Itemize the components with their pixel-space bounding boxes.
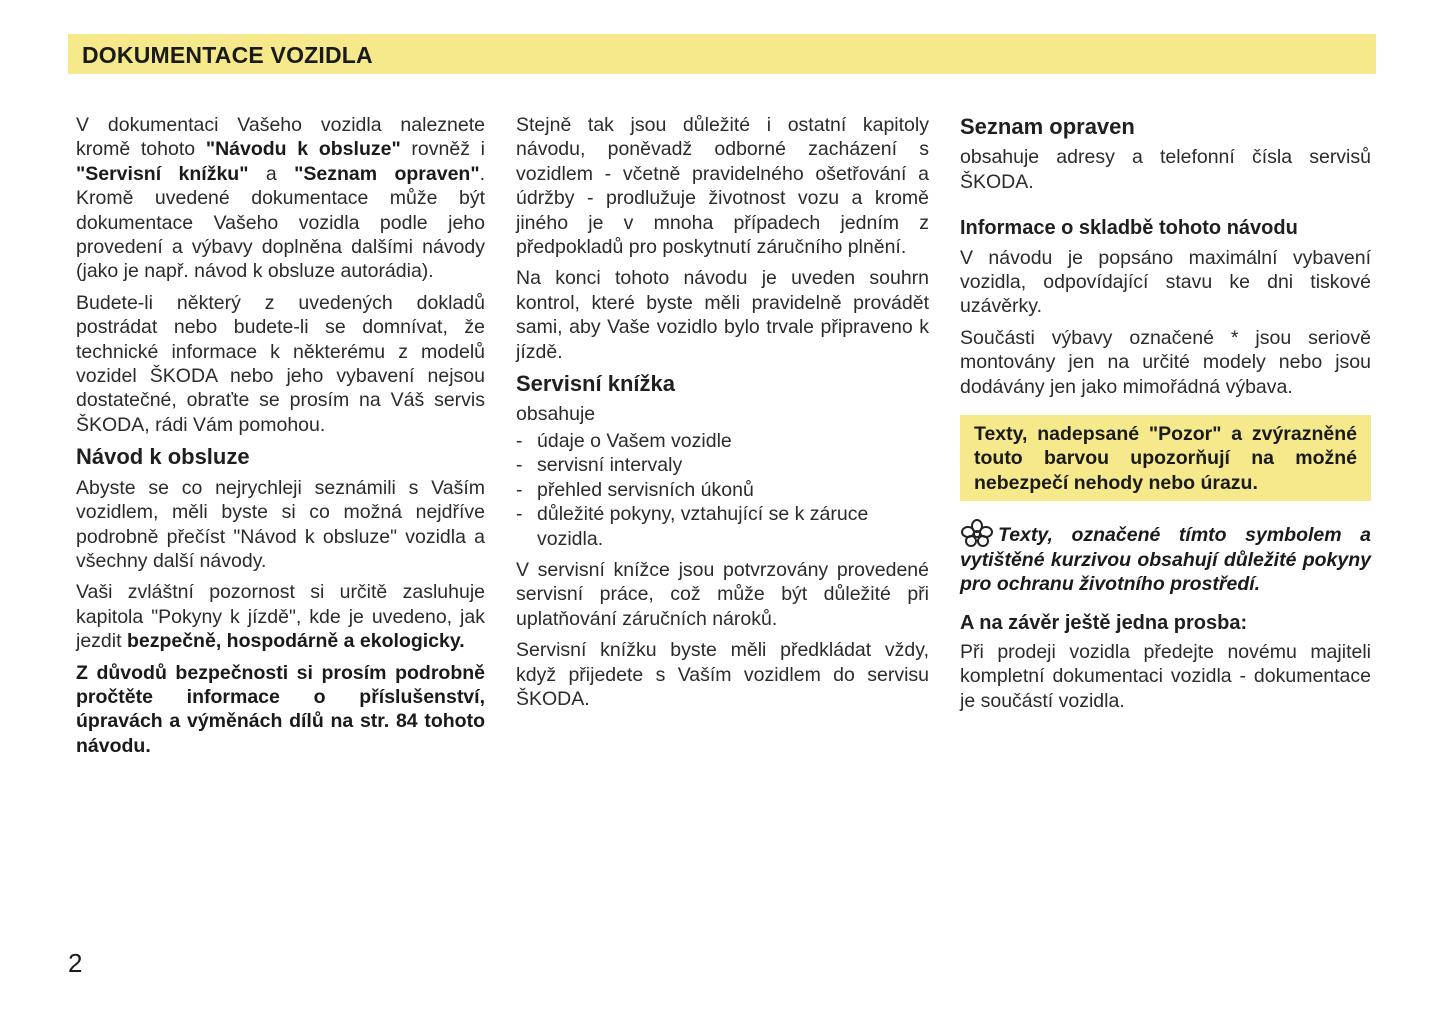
- driving-bold: bezpečně, hospodárně a ekologicky.: [126, 630, 465, 653]
- navod-paragraph: Abyste se co nejrychleji seznámili s Vaším vozidlem, měli byste si co možná nejdříve podrobně přečíst "Návod k obsluze" vozidla a všechny další návody.: [76, 476, 485, 572]
- zaver-paragraph: Při prodeji vozidla předejte novému majiteli kompletní dokumentaci vozidla - dokumentace je součástí vozidla.: [960, 640, 1371, 712]
- column-3: [960, 113, 1371, 720]
- page-number: 2: [68, 948, 83, 978]
- list-item: - důležité pokyny, vztahující se k záruce vozidla.: [516, 502, 929, 551]
- equipment-paragraph: Součásti výbavy označené * jsou seriově montovány jen na určité modely nebo jsou dodávány jen jako mimořádná výbava.: [960, 326, 1371, 398]
- eco-text: Texty, označené tímto symbolem a vytištěné kurzivou obsahují důležité pokyny pro ochranu životního prostředí.: [960, 524, 1371, 596]
- servis-paragraph-1: V servisní knížce jsou potvrzovány provedené servisní práce, což může být důležité při uplatňování záručních nároků.: [516, 558, 929, 630]
- driving-text: Vaši zvláštní pozornost si určitě zasluhuje kapitola "Pokyny k jízdě", kde je uvedeno, jak jezdit: [76, 581, 485, 653]
- intro-seznam-ref: "Seznam opraven": [294, 162, 480, 185]
- heading-servis: Servisní knížka: [516, 371, 675, 397]
- heading-info: Informace o skladbě tohoto návodu: [960, 217, 1298, 240]
- servis-paragraph-2: Servisní knížku byste měli předkládat vždy, když přijedete s Vaším vozidlem do servisu ŠKODA.: [516, 639, 929, 710]
- intro-text-e: a: [248, 162, 295, 185]
- chapters-paragraph: Stejně tak jsou důležité i ostatní kapitoly návodu, poněvadž odborné zacházení s vozidlem - včetně pravidelného ošetřování a údržby - prodlužuje životnost vozu a kromě jiného je v mnoha případech jedním z předpokladů pro poskytnutí záručního plnění.: [516, 114, 929, 259]
- driving-paragraph: [76, 580, 485, 653]
- intro-text-c: rovněž i: [400, 138, 485, 161]
- intro-text-g: . Kromě uvedené dokumentace může být dokumentace Vašeho vozidla podle jeho provedení a výbavy doplněna dalšími návody (jako je např. návod k obsluze autorádia).: [76, 162, 486, 283]
- eco-paragraph: [960, 519, 1371, 596]
- servis-list: [516, 429, 929, 551]
- intro-text-a: V dokumentaci Vašeho vozidla naleznete kromě tohoto: [76, 114, 485, 161]
- list-item: - servisní intervaly: [516, 453, 929, 477]
- servis-obsahuje: obsahuje: [516, 403, 596, 426]
- info-paragraph: V návodu je popsáno maximální vybavení vozidla, odpovídající stavu ke dni tiskové uzávěrky.: [960, 246, 1371, 318]
- heading-seznam: Seznam opraven: [960, 114, 1135, 139]
- list-item: - údaje o Vašem vozidle: [516, 429, 929, 453]
- list-item: - přehled servisních úkonů: [516, 478, 929, 502]
- intro-navod-ref: "Návodu k obsluze": [205, 138, 401, 161]
- flower-icon: [960, 519, 994, 547]
- safety-paragraph: Z důvodů bezpečnosti si prosím podrobně pročtěte informace o příslušenství, úpravách a výměnách dílů na str. 84 tohoto návodu.: [76, 661, 485, 757]
- page-title: DOKUMENTACE VOZIDLA: [82, 42, 373, 68]
- seznam-paragraph: obsahuje adresy a telefonní čísla servisů ŠKODA.: [960, 146, 1371, 193]
- intro-paragraph: [76, 113, 485, 284]
- column-1: [76, 113, 485, 765]
- missing-docs-paragraph: Budete-li některý z uvedených dokladů postrádat nebo budete-li se domnívat, že technické informace k některému z modelů vozidel ŠKODA nebo jeho vybavení nejsou dostatečné, obraťte se prosím na Váš servis ŠKODA, rádi Vám pomohou.: [76, 291, 485, 436]
- heading-navod: Návod k obsluze: [76, 444, 250, 470]
- checks-paragraph: Na konci tohoto návodu je uveden souhrn kontrol, které byste měli pravidelně provádět sami, aby Vaše vozidlo bylo trvale připraveno k jízdě.: [516, 267, 929, 363]
- column-2: [516, 113, 929, 718]
- warning-box: Texty, nadepsané "Pozor" a zvýrazněné touto barvou upozorňují na možné nebezpečí nehody nebo úrazu.: [960, 415, 1371, 501]
- heading-zaver: A na závěr ještě jedna prosba:: [960, 611, 1248, 634]
- header-bar: [68, 34, 1376, 74]
- intro-servis-ref: "Servisní knížku": [76, 162, 249, 185]
